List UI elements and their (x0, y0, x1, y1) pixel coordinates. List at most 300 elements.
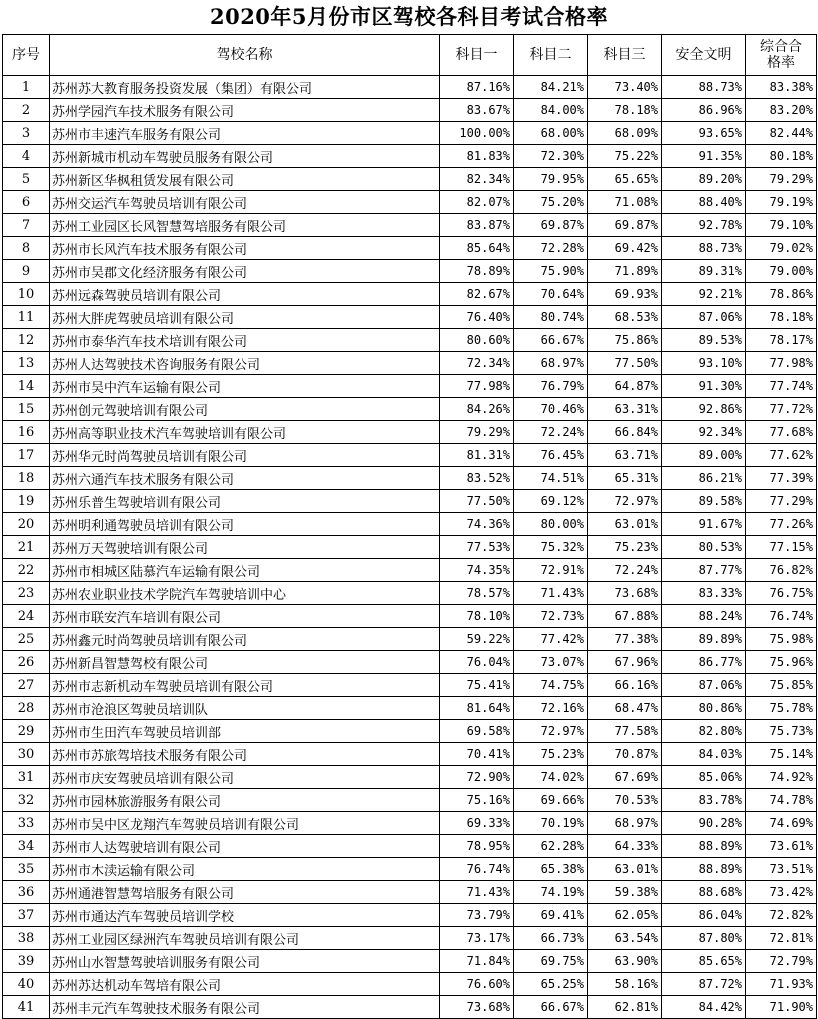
table-row (3, 582, 817, 605)
cell-subject-1: 77.53% (440, 536, 514, 559)
cell-safety: 89.00% (662, 444, 746, 467)
cell-subject-1: 75.41% (440, 674, 514, 697)
table-row (3, 835, 817, 858)
cell-index: 32 (3, 789, 50, 812)
cell-school-name: 苏州鑫元时尚驾驶员培训有限公司 (50, 628, 440, 651)
cell-subject-2: 72.16% (514, 697, 588, 720)
cell-subject-2: 69.41% (514, 904, 588, 927)
cell-safety: 93.65% (662, 122, 746, 145)
cell-index: 37 (3, 904, 50, 927)
cell-overall: 80.18% (746, 145, 817, 168)
cell-safety: 87.72% (662, 973, 746, 996)
cell-subject-3: 68.09% (588, 122, 662, 145)
cell-overall: 75.14% (746, 743, 817, 766)
cell-school-name: 苏州明利通驾驶员培训有限公司 (50, 513, 440, 536)
cell-subject-2: 75.32% (514, 536, 588, 559)
cell-school-name: 苏州工业园区绿洲汽车驾驶员培训有限公司 (50, 927, 440, 950)
cell-safety: 85.06% (662, 766, 746, 789)
cell-subject-2: 73.07% (514, 651, 588, 674)
cell-subject-1: 77.50% (440, 490, 514, 513)
cell-subject-2: 72.28% (514, 237, 588, 260)
cell-overall: 73.42% (746, 881, 817, 904)
cell-school-name: 苏州苏大教育服务投资发展（集团）有限公司 (50, 76, 440, 99)
cell-school-name: 苏州山水智慧驾驶培训服务有限公司 (50, 950, 440, 973)
cell-overall: 79.29% (746, 168, 817, 191)
cell-safety: 87.06% (662, 306, 746, 329)
cell-subject-2: 72.24% (514, 421, 588, 444)
table-row (3, 651, 817, 674)
cell-safety: 88.89% (662, 858, 746, 881)
cell-subject-2: 75.23% (514, 743, 588, 766)
cell-subject-3: 71.89% (588, 260, 662, 283)
cell-safety: 84.03% (662, 743, 746, 766)
cell-school-name: 苏州市园林旅游服务有限公司 (50, 789, 440, 812)
cell-school-name: 苏州丰元汽车驾驶技术服务有限公司 (50, 996, 440, 1019)
header-overall (746, 35, 817, 76)
cell-overall: 77.26% (746, 513, 817, 536)
table-row (3, 237, 817, 260)
cell-subject-2: 70.46% (514, 398, 588, 421)
cell-index: 20 (3, 513, 50, 536)
cell-subject-2: 66.67% (514, 329, 588, 352)
cell-subject-2: 84.21% (514, 76, 588, 99)
cell-index: 18 (3, 467, 50, 490)
cell-safety: 91.35% (662, 145, 746, 168)
cell-overall: 82.44% (746, 122, 817, 145)
cell-school-name: 苏州创元驾驶培训有限公司 (50, 398, 440, 421)
table-row (3, 812, 817, 835)
cell-index: 6 (3, 191, 50, 214)
cell-subject-1: 78.57% (440, 582, 514, 605)
cell-subject-2: 69.87% (514, 214, 588, 237)
cell-school-name: 苏州高等职业技术汽车驾驶培训有限公司 (50, 421, 440, 444)
cell-safety: 89.31% (662, 260, 746, 283)
cell-subject-1: 83.67% (440, 99, 514, 122)
cell-subject-3: 72.24% (588, 559, 662, 582)
cell-school-name: 苏州大胖虎驾驶员培训有限公司 (50, 306, 440, 329)
cell-school-name: 苏州新区华枫租赁发展有限公司 (50, 168, 440, 191)
cell-overall: 77.68% (746, 421, 817, 444)
cell-safety: 87.77% (662, 559, 746, 582)
cell-safety: 83.33% (662, 582, 746, 605)
cell-overall: 79.02% (746, 237, 817, 260)
cell-subject-1: 73.79% (440, 904, 514, 927)
header-subject-3: 科目三 (588, 35, 662, 76)
cell-subject-2: 74.51% (514, 467, 588, 490)
cell-subject-1: 80.60% (440, 329, 514, 352)
cell-safety: 86.77% (662, 651, 746, 674)
cell-subject-2: 69.75% (514, 950, 588, 973)
cell-school-name: 苏州市庆安驾驶员培训有限公司 (50, 766, 440, 789)
cell-overall: 77.62% (746, 444, 817, 467)
cell-subject-3: 68.47% (588, 697, 662, 720)
cell-subject-2: 69.66% (514, 789, 588, 812)
table-row (3, 329, 817, 352)
table-row (3, 191, 817, 214)
cell-subject-3: 63.01% (588, 858, 662, 881)
cell-subject-1: 71.43% (440, 881, 514, 904)
table-row (3, 467, 817, 490)
pass-rate-table (2, 34, 817, 1019)
cell-index: 41 (3, 996, 50, 1019)
cell-subject-3: 67.88% (588, 605, 662, 628)
cell-index: 10 (3, 283, 50, 306)
table-row (3, 881, 817, 904)
cell-overall: 83.20% (746, 99, 817, 122)
table-row (3, 904, 817, 927)
cell-subject-1: 82.34% (440, 168, 514, 191)
cell-subject-3: 67.96% (588, 651, 662, 674)
cell-school-name: 苏州市苏旅驾培技术服务有限公司 (50, 743, 440, 766)
table-row (3, 973, 817, 996)
table-row (3, 421, 817, 444)
cell-index: 39 (3, 950, 50, 973)
cell-school-name: 苏州市人达驾驶培训有限公司 (50, 835, 440, 858)
header-subject-1: 科目一 (440, 35, 514, 76)
cell-subject-1: 83.52% (440, 467, 514, 490)
cell-school-name: 苏州市联安汽车培训有限公司 (50, 605, 440, 628)
cell-safety: 80.53% (662, 536, 746, 559)
cell-subject-3: 69.42% (588, 237, 662, 260)
cell-subject-3: 63.90% (588, 950, 662, 973)
cell-overall: 74.69% (746, 812, 817, 835)
cell-overall: 73.51% (746, 858, 817, 881)
cell-overall: 73.61% (746, 835, 817, 858)
cell-subject-1: 73.68% (440, 996, 514, 1019)
cell-subject-3: 66.84% (588, 421, 662, 444)
cell-subject-1: 76.60% (440, 973, 514, 996)
cell-subject-3: 70.53% (588, 789, 662, 812)
cell-subject-2: 68.00% (514, 122, 588, 145)
cell-school-name: 苏州市志新机动车驾驶员培训有限公司 (50, 674, 440, 697)
cell-index: 21 (3, 536, 50, 559)
cell-subject-1: 81.64% (440, 697, 514, 720)
cell-safety: 88.89% (662, 835, 746, 858)
cell-subject-2: 84.00% (514, 99, 588, 122)
cell-overall: 77.39% (746, 467, 817, 490)
cell-subject-3: 63.54% (588, 927, 662, 950)
cell-subject-2: 66.67% (514, 996, 588, 1019)
cell-subject-3: 78.18% (588, 99, 662, 122)
cell-overall: 76.75% (746, 582, 817, 605)
cell-index: 19 (3, 490, 50, 513)
table-row (3, 122, 817, 145)
cell-overall: 75.96% (746, 651, 817, 674)
cell-subject-1: 78.95% (440, 835, 514, 858)
header-index: 序号 (3, 35, 50, 76)
cell-subject-3: 71.08% (588, 191, 662, 214)
cell-subject-2: 74.02% (514, 766, 588, 789)
cell-subject-1: 71.84% (440, 950, 514, 973)
cell-subject-2: 72.73% (514, 605, 588, 628)
cell-index: 22 (3, 559, 50, 582)
cell-overall: 77.74% (746, 375, 817, 398)
cell-subject-3: 67.69% (588, 766, 662, 789)
cell-index: 5 (3, 168, 50, 191)
table-row (3, 99, 817, 122)
cell-subject-3: 73.68% (588, 582, 662, 605)
cell-subject-1: 69.58% (440, 720, 514, 743)
cell-school-name: 苏州市吴中汽车运输有限公司 (50, 375, 440, 398)
cell-index: 30 (3, 743, 50, 766)
cell-safety: 86.21% (662, 467, 746, 490)
table-row (3, 214, 817, 237)
cell-safety: 91.67% (662, 513, 746, 536)
cell-school-name: 苏州市吴中区龙翔汽车驾驶员培训有限公司 (50, 812, 440, 835)
cell-school-name: 苏州万天驾驶培训有限公司 (50, 536, 440, 559)
cell-subject-1: 78.10% (440, 605, 514, 628)
cell-index: 33 (3, 812, 50, 835)
header-overall-line2: 格率 (767, 55, 795, 71)
table-row (3, 766, 817, 789)
cell-subject-3: 63.01% (588, 513, 662, 536)
cell-index: 40 (3, 973, 50, 996)
cell-subject-2: 68.97% (514, 352, 588, 375)
cell-index: 13 (3, 352, 50, 375)
cell-subject-2: 74.75% (514, 674, 588, 697)
cell-safety: 88.24% (662, 605, 746, 628)
cell-overall: 77.29% (746, 490, 817, 513)
cell-overall: 75.73% (746, 720, 817, 743)
cell-subject-1: 100.00% (440, 122, 514, 145)
cell-school-name: 苏州华元时尚驾驶员培训有限公司 (50, 444, 440, 467)
table-row (3, 697, 817, 720)
cell-subject-3: 68.97% (588, 812, 662, 835)
cell-school-name: 苏州远森驾驶员培训有限公司 (50, 283, 440, 306)
table-row (3, 168, 817, 191)
cell-subject-1: 70.41% (440, 743, 514, 766)
cell-index: 28 (3, 697, 50, 720)
cell-subject-2: 66.73% (514, 927, 588, 950)
cell-overall: 78.17% (746, 329, 817, 352)
cell-index: 23 (3, 582, 50, 605)
cell-safety: 84.42% (662, 996, 746, 1019)
table-row (3, 306, 817, 329)
cell-subject-3: 64.87% (588, 375, 662, 398)
table-row (3, 76, 817, 99)
cell-safety: 88.68% (662, 881, 746, 904)
header-subject-2: 科目二 (514, 35, 588, 76)
table-row (3, 375, 817, 398)
cell-safety: 88.73% (662, 76, 746, 99)
cell-index: 7 (3, 214, 50, 237)
cell-subject-3: 66.16% (588, 674, 662, 697)
cell-safety: 87.80% (662, 927, 746, 950)
cell-subject-2: 72.30% (514, 145, 588, 168)
page-title: 2020年5月份市区驾校各科目考试合格率 (209, 4, 609, 29)
cell-school-name: 苏州乐普生驾驶培训有限公司 (50, 490, 440, 513)
cell-subject-3: 75.23% (588, 536, 662, 559)
cell-subject-1: 82.67% (440, 283, 514, 306)
cell-subject-1: 74.35% (440, 559, 514, 582)
cell-safety: 87.06% (662, 674, 746, 697)
table-row (3, 352, 817, 375)
cell-index: 38 (3, 927, 50, 950)
cell-safety: 92.78% (662, 214, 746, 237)
cell-subject-1: 75.16% (440, 789, 514, 812)
cell-school-name: 苏州通港智慧驾培服务有限公司 (50, 881, 440, 904)
cell-overall: 79.10% (746, 214, 817, 237)
cell-subject-3: 65.31% (588, 467, 662, 490)
cell-index: 4 (3, 145, 50, 168)
cell-safety: 93.10% (662, 352, 746, 375)
cell-overall: 79.19% (746, 191, 817, 214)
cell-index: 3 (3, 122, 50, 145)
cell-overall: 75.98% (746, 628, 817, 651)
cell-school-name: 苏州六通汽车技术服务有限公司 (50, 467, 440, 490)
cell-school-name: 苏州农业职业技术学院汽车驾驶培训中心 (50, 582, 440, 605)
cell-subject-3: 63.31% (588, 398, 662, 421)
cell-subject-1: 82.07% (440, 191, 514, 214)
cell-subject-2: 65.25% (514, 973, 588, 996)
cell-index: 26 (3, 651, 50, 674)
cell-overall: 72.81% (746, 927, 817, 950)
cell-subject-1: 76.74% (440, 858, 514, 881)
cell-subject-2: 76.79% (514, 375, 588, 398)
cell-subject-1: 69.33% (440, 812, 514, 835)
cell-subject-2: 74.19% (514, 881, 588, 904)
cell-subject-3: 62.05% (588, 904, 662, 927)
cell-safety: 90.28% (662, 812, 746, 835)
cell-index: 31 (3, 766, 50, 789)
table-row (3, 490, 817, 513)
cell-overall: 78.18% (746, 306, 817, 329)
cell-subject-3: 77.38% (588, 628, 662, 651)
cell-subject-2: 72.91% (514, 559, 588, 582)
table-row (3, 789, 817, 812)
cell-subject-2: 69.12% (514, 490, 588, 513)
table-header-row (3, 35, 817, 76)
cell-school-name: 苏州市木渎运输有限公司 (50, 858, 440, 881)
cell-subject-3: 62.81% (588, 996, 662, 1019)
cell-overall: 77.15% (746, 536, 817, 559)
table-row (3, 858, 817, 881)
cell-subject-2: 70.64% (514, 283, 588, 306)
table-row (3, 260, 817, 283)
cell-school-name: 苏州市通达汽车驾驶员培训学校 (50, 904, 440, 927)
cell-index: 14 (3, 375, 50, 398)
cell-overall: 72.82% (746, 904, 817, 927)
cell-subject-1: 87.16% (440, 76, 514, 99)
cell-school-name: 苏州人达驾驶技术咨询服务有限公司 (50, 352, 440, 375)
table-row (3, 398, 817, 421)
cell-subject-1: 81.83% (440, 145, 514, 168)
cell-safety: 89.89% (662, 628, 746, 651)
table-row (3, 513, 817, 536)
cell-index: 9 (3, 260, 50, 283)
cell-subject-1: 76.04% (440, 651, 514, 674)
cell-safety: 91.30% (662, 375, 746, 398)
cell-index: 2 (3, 99, 50, 122)
cell-index: 12 (3, 329, 50, 352)
cell-subject-3: 77.58% (588, 720, 662, 743)
table-row (3, 283, 817, 306)
table-row (3, 628, 817, 651)
header-safety: 安全文明 (662, 35, 746, 76)
cell-subject-3: 64.33% (588, 835, 662, 858)
table-row (3, 444, 817, 467)
cell-safety: 92.34% (662, 421, 746, 444)
cell-overall: 74.92% (746, 766, 817, 789)
cell-index: 24 (3, 605, 50, 628)
cell-school-name: 苏州交运汽车驾驶员培训有限公司 (50, 191, 440, 214)
cell-overall: 76.82% (746, 559, 817, 582)
cell-overall: 76.74% (746, 605, 817, 628)
cell-subject-3: 70.87% (588, 743, 662, 766)
cell-subject-3: 73.40% (588, 76, 662, 99)
cell-index: 15 (3, 398, 50, 421)
table-row (3, 950, 817, 973)
cell-school-name: 苏州市吴郡文化经济服务有限公司 (50, 260, 440, 283)
cell-index: 35 (3, 858, 50, 881)
cell-index: 36 (3, 881, 50, 904)
cell-safety: 88.40% (662, 191, 746, 214)
cell-overall: 71.93% (746, 973, 817, 996)
cell-overall: 71.90% (746, 996, 817, 1019)
cell-school-name: 苏州市泰华汽车技术培训有限公司 (50, 329, 440, 352)
cell-subject-1: 81.31% (440, 444, 514, 467)
cell-safety: 92.21% (662, 283, 746, 306)
table-row (3, 743, 817, 766)
cell-subject-2: 79.95% (514, 168, 588, 191)
cell-safety: 86.96% (662, 99, 746, 122)
cell-subject-2: 75.90% (514, 260, 588, 283)
table-row (3, 674, 817, 697)
cell-overall: 72.79% (746, 950, 817, 973)
cell-safety: 88.73% (662, 237, 746, 260)
cell-subject-3: 72.97% (588, 490, 662, 513)
cell-subject-2: 65.38% (514, 858, 588, 881)
cell-overall: 75.85% (746, 674, 817, 697)
cell-school-name: 苏州市生田汽车驾驶员培训部 (50, 720, 440, 743)
cell-subject-2: 70.19% (514, 812, 588, 835)
cell-safety: 89.58% (662, 490, 746, 513)
cell-index: 29 (3, 720, 50, 743)
cell-subject-1: 59.22% (440, 628, 514, 651)
cell-index: 16 (3, 421, 50, 444)
cell-safety: 85.65% (662, 950, 746, 973)
cell-subject-3: 75.22% (588, 145, 662, 168)
table-row (3, 996, 817, 1019)
cell-subject-2: 62.28% (514, 835, 588, 858)
cell-safety: 83.78% (662, 789, 746, 812)
cell-subject-3: 68.53% (588, 306, 662, 329)
cell-subject-1: 78.89% (440, 260, 514, 283)
cell-overall: 83.38% (746, 76, 817, 99)
cell-index: 27 (3, 674, 50, 697)
table-body (3, 76, 817, 1019)
cell-overall: 78.86% (746, 283, 817, 306)
cell-index: 17 (3, 444, 50, 467)
cell-safety: 86.04% (662, 904, 746, 927)
cell-school-name: 苏州苏达机动车驾培有限公司 (50, 973, 440, 996)
cell-subject-2: 80.00% (514, 513, 588, 536)
cell-subject-3: 65.65% (588, 168, 662, 191)
cell-subject-3: 69.87% (588, 214, 662, 237)
cell-overall: 77.72% (746, 398, 817, 421)
cell-subject-1: 77.98% (440, 375, 514, 398)
cell-index: 25 (3, 628, 50, 651)
cell-school-name: 苏州新昌智慧驾校有限公司 (50, 651, 440, 674)
cell-subject-3: 59.38% (588, 881, 662, 904)
cell-subject-2: 75.20% (514, 191, 588, 214)
cell-index: 34 (3, 835, 50, 858)
cell-subject-1: 72.90% (440, 766, 514, 789)
cell-subject-1: 83.87% (440, 214, 514, 237)
cell-subject-1: 74.36% (440, 513, 514, 536)
cell-subject-1: 72.34% (440, 352, 514, 375)
cell-subject-1: 84.26% (440, 398, 514, 421)
